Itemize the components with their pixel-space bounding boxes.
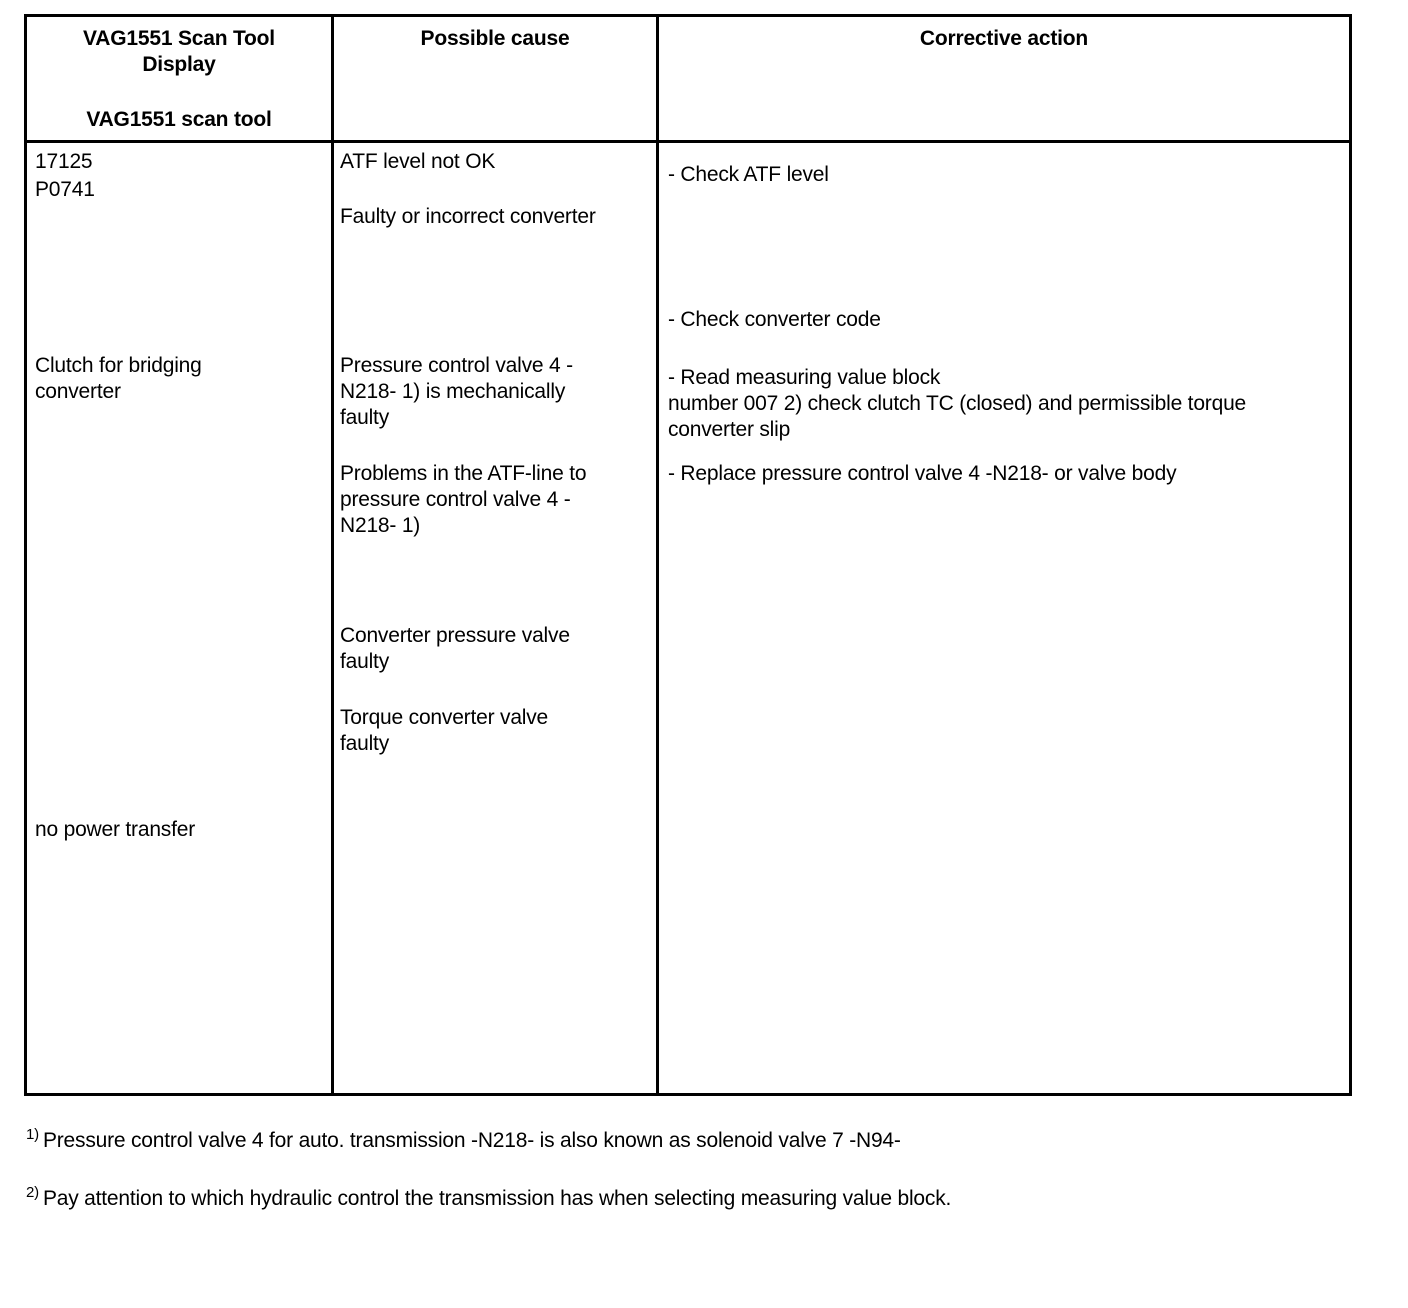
cause-faulty-converter: Faulty or incorrect converter <box>340 205 596 228</box>
cause-torque-converter-valve-line2: faulty <box>340 732 389 755</box>
header-divider <box>27 140 1349 143</box>
fault-code-p0741: P0741 <box>35 178 95 201</box>
cause-pressure-control-valve-line3: faulty <box>340 406 389 429</box>
diagnosis-table <box>24 14 1352 1096</box>
footnote-1-text: Pressure control valve 4 for auto. transmission -N218- is also known as solenoid valve 7 -N94- <box>42 1129 901 1152</box>
action-read-measuring-block-line1: - Read measuring value block <box>668 366 941 389</box>
cause-atf-line-line2: pressure control valve 4 - <box>340 488 571 511</box>
footnote-1-mark: 1) <box>26 1126 39 1143</box>
fault-code-17125: 17125 <box>35 150 93 173</box>
fault-description-line2: converter <box>35 380 121 403</box>
cause-converter-pressure-line2: faulty <box>340 650 389 673</box>
cause-atf-line-line3: N218- 1) <box>340 514 421 537</box>
cause-torque-converter-valve-line1: Torque converter valve <box>340 706 549 729</box>
footnote-2 <box>26 1186 951 1212</box>
action-read-measuring-block-line2: number 007 2) check clutch TC (closed) and permissible torque <box>668 392 1247 415</box>
cause-pressure-control-valve-line2: N218- 1) is mechanically <box>340 380 566 403</box>
action-check-converter-code: - Check converter code <box>668 308 881 331</box>
header-scan-tool-display-line1: VAG1551 Scan Tool <box>83 27 275 50</box>
action-check-atf-level: - Check ATF level <box>668 163 829 186</box>
cause-atf-line-line1: Problems in the ATF-line to <box>340 462 587 485</box>
fault-symptom: no power transfer <box>35 818 196 841</box>
cause-pressure-control-valve-line1: Pressure control valve 4 - <box>340 354 573 377</box>
header-possible-cause: Possible cause <box>420 27 570 50</box>
cause-atf-level: ATF level not OK <box>340 150 496 173</box>
action-replace-valve: - Replace pressure control valve 4 -N218- or valve body <box>668 462 1177 485</box>
fault-description-line1: Clutch for bridging <box>35 354 202 377</box>
header-scan-tool: VAG1551 scan tool <box>86 108 272 131</box>
header-scan-tool-display-line2: Display <box>142 53 216 76</box>
footnote-1 <box>26 1128 901 1154</box>
column-divider <box>331 17 334 1093</box>
column-divider <box>656 17 659 1093</box>
cause-converter-pressure-line1: Converter pressure valve <box>340 624 570 647</box>
footnote-2-text: Pay attention to which hydraulic control the transmission has when selecting measuring value block. <box>42 1187 952 1210</box>
action-read-measuring-block-line3: converter slip <box>668 418 791 441</box>
footnote-2-mark: 2) <box>26 1184 39 1201</box>
header-corrective-action: Corrective action <box>919 27 1089 50</box>
